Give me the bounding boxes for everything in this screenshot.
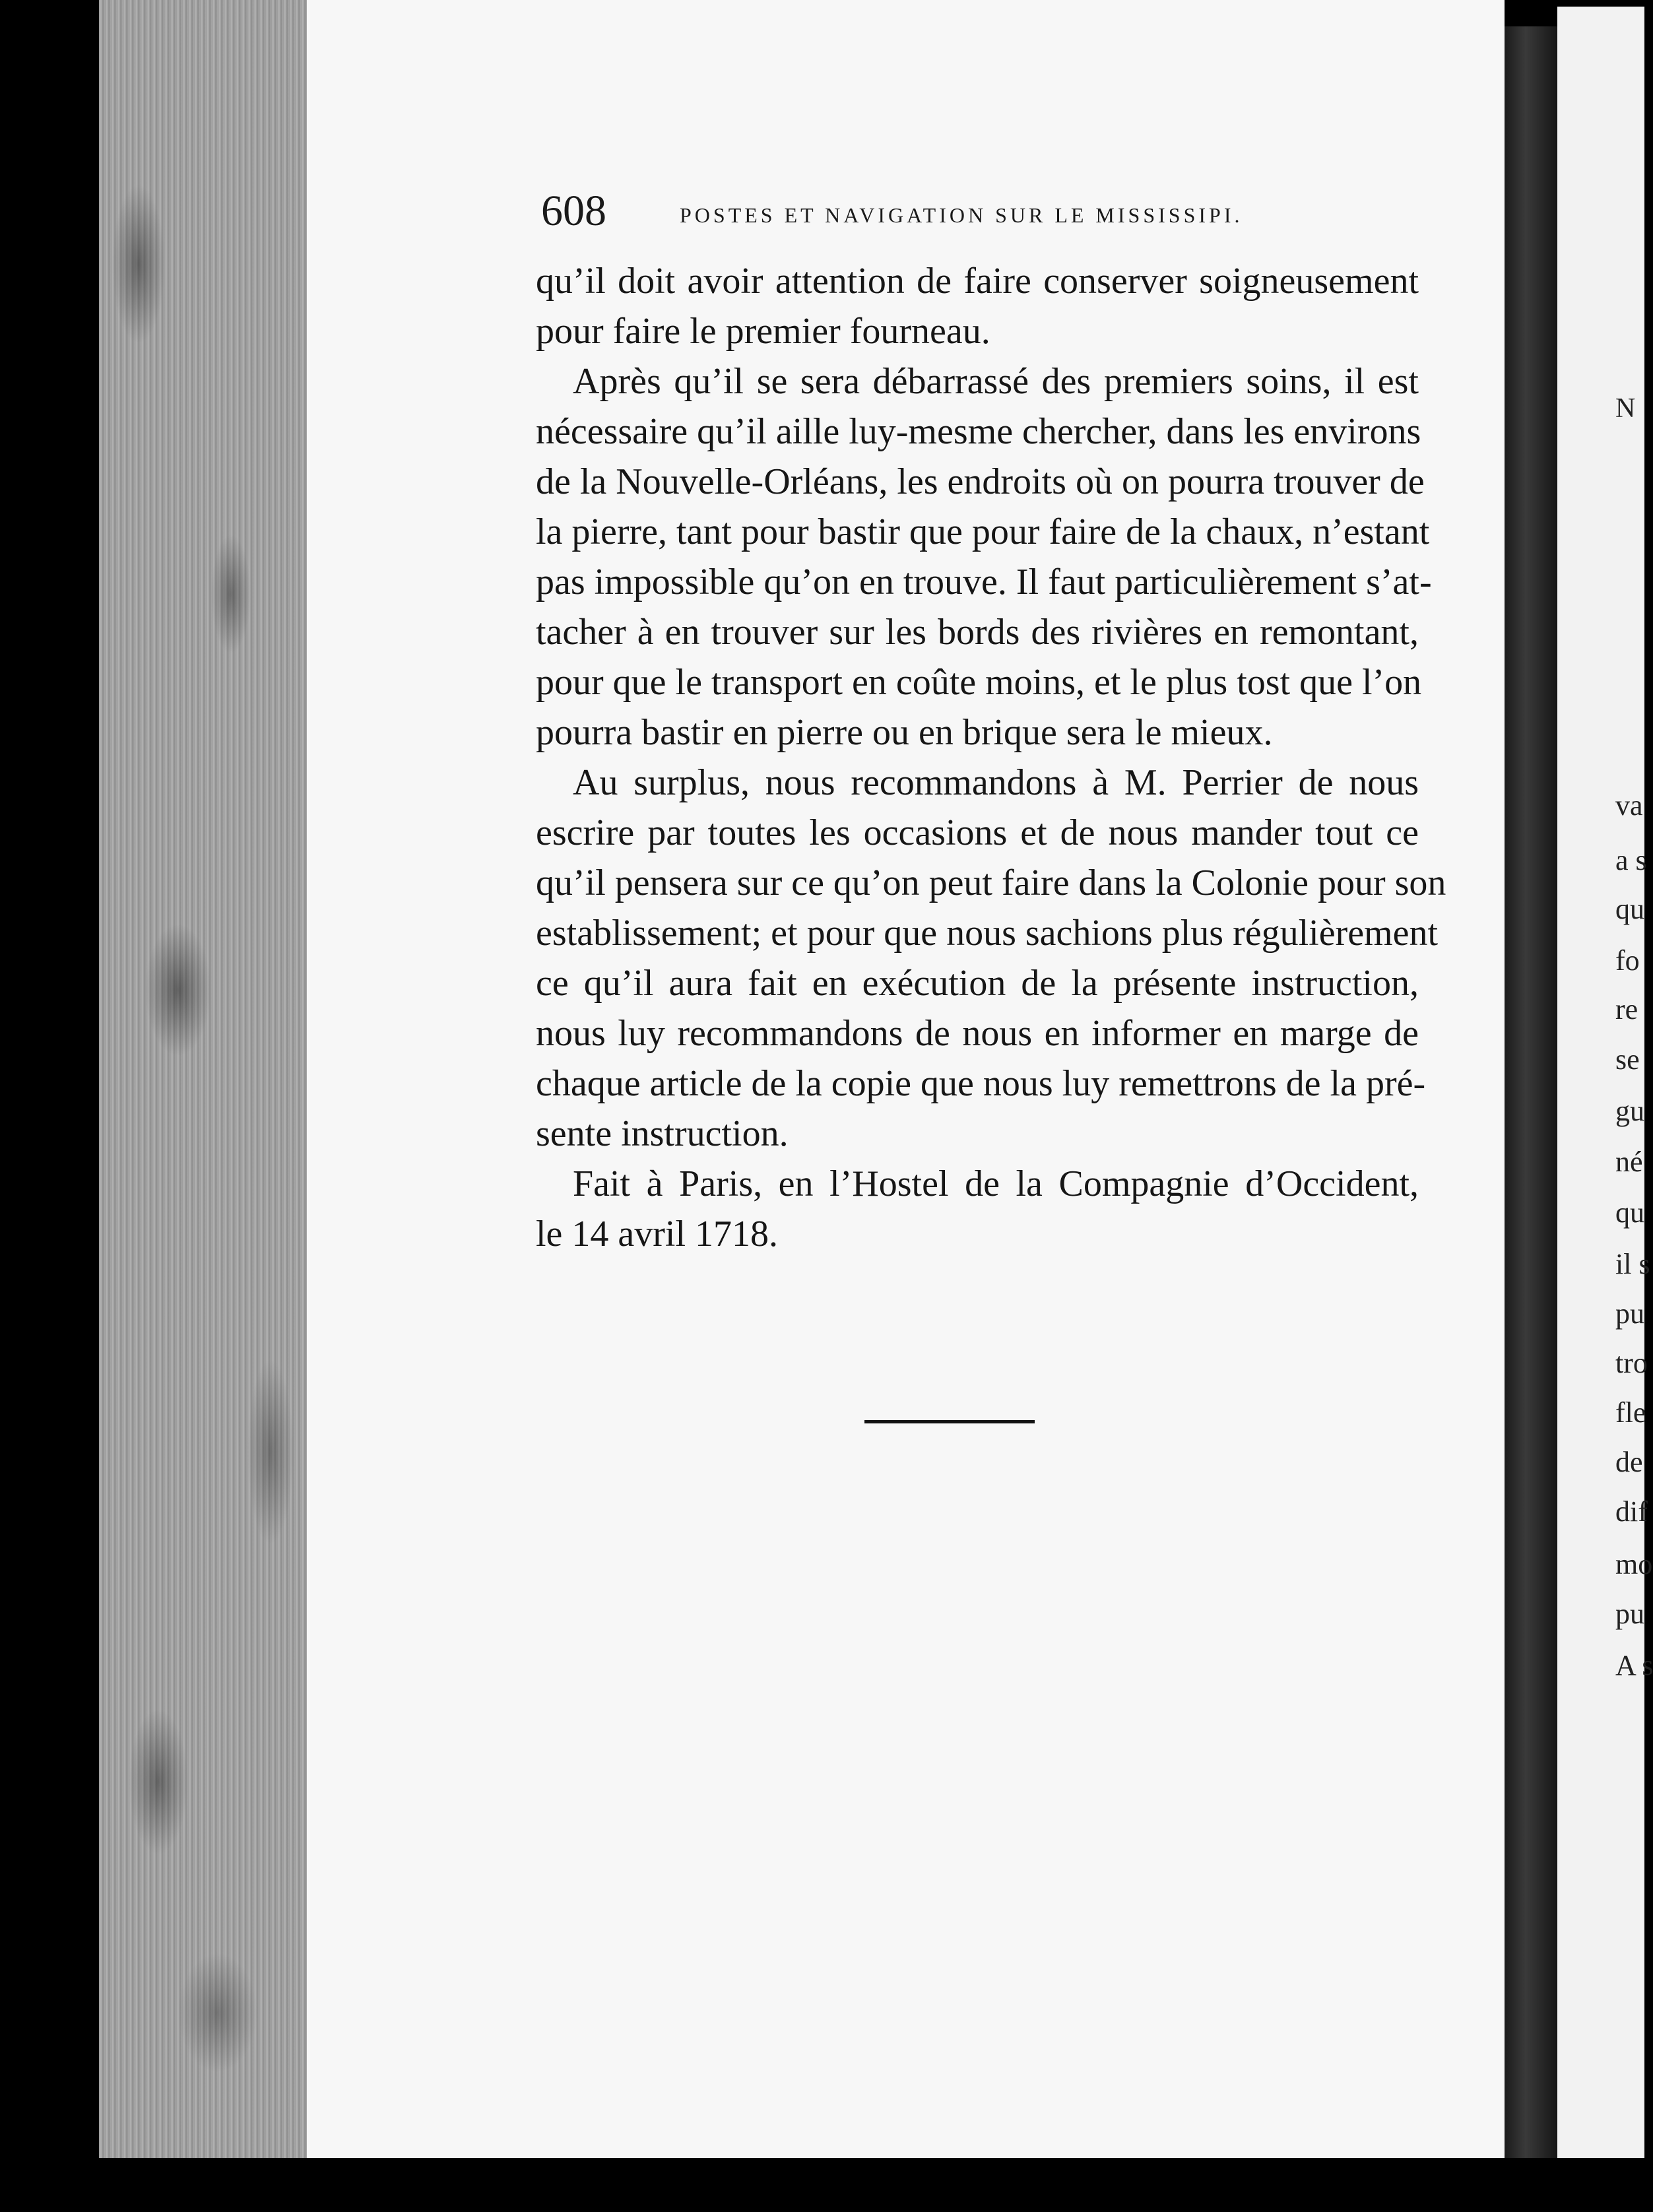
book-gutter xyxy=(1505,26,1557,2158)
page-header xyxy=(541,185,1320,238)
text-line: de la Nouvelle-Orléans, les endroits où on pourra trouver de xyxy=(536,461,1425,502)
page-edge-stains xyxy=(99,0,310,2158)
right-page-line-fragment: fle xyxy=(1615,1396,1646,1429)
text-line: escrire par toutes les occasions et de nous mander tout ce xyxy=(536,812,1419,853)
right-page-line-fragment: va xyxy=(1615,789,1643,822)
right-page-heading-fragment: N xyxy=(1615,393,1636,424)
paragraph-2 xyxy=(536,356,1432,758)
closing-rule-divider xyxy=(864,1420,1035,1423)
text-line: pourra bastir en pierre ou en brique sera le mieux. xyxy=(536,712,1273,753)
running-title: POSTES ET NAVIGATION SUR LE MISSISSIPI. xyxy=(680,203,1243,227)
right-book-page xyxy=(1557,7,1653,2164)
right-page-line-fragment: il s xyxy=(1615,1248,1650,1280)
text-line: Fait à Paris, en l’Hostel de la Compagnie d’Occident, xyxy=(573,1163,1419,1204)
right-page-line-fragment: dif xyxy=(1615,1495,1648,1528)
right-page-line-fragment: gu xyxy=(1615,1095,1644,1127)
text-line: qu’il pensera sur ce qu’on peut faire dans la Colonie pour son xyxy=(536,862,1446,903)
right-page-line-fragment: A s xyxy=(1615,1649,1653,1681)
text-line: Au surplus, nous recommandons à M. Perrier de nous xyxy=(573,762,1419,803)
right-page-line-fragment: re xyxy=(1615,993,1638,1025)
text-line: sente instruction. xyxy=(536,1113,789,1154)
right-page-line-fragment: qu xyxy=(1615,1196,1644,1229)
right-page-line-fragment: né xyxy=(1615,1146,1643,1178)
text-line: la pierre, tant pour bastir que pour faire de la chaux, n’estant xyxy=(536,511,1430,552)
text-line: tacher à en trouver sur les bords des rivières en remontant, xyxy=(536,612,1419,653)
body-text xyxy=(536,256,1446,1259)
text-line: nous luy recommandons de nous en informer en marge de xyxy=(536,1013,1419,1054)
right-page-line-fragment: fo xyxy=(1615,944,1640,977)
text-line: pour que le transport en coûte moins, et le plus tost que l’on xyxy=(536,662,1422,703)
text-line: chaque article de la copie que nous luy remettrons de la pré- xyxy=(536,1063,1426,1104)
text-line: establissement; et pour que nous sachions plus régulièrement xyxy=(536,913,1439,954)
paragraph-4-closing xyxy=(536,1159,1419,1259)
right-page-line-fragment: tro xyxy=(1615,1347,1648,1379)
right-page-line-fragment: pu xyxy=(1615,1598,1644,1630)
right-page-line-fragment: mo xyxy=(1615,1548,1653,1580)
right-page-line-fragment: a s xyxy=(1615,844,1647,876)
text-line: pour faire le premier fourneau. xyxy=(536,311,990,352)
right-page-line-fragment: se xyxy=(1615,1043,1640,1076)
text-line: qu’il doit avoir attention de faire conserver soigneusement xyxy=(536,261,1419,302)
text-line: ce qu’il aura fait en exécution de la présente instruction, xyxy=(536,963,1419,1004)
page-number: 608 xyxy=(541,187,606,235)
scan-bottom-border xyxy=(0,2158,1644,2212)
paragraph-3 xyxy=(536,758,1446,1159)
right-page-text-fragment xyxy=(1557,7,1653,2164)
right-page-line-fragment: de xyxy=(1615,1446,1643,1478)
text-line: Après qu’il se sera débarrassé des premiers soins, il est xyxy=(573,361,1419,402)
paragraph-1 xyxy=(536,256,1419,356)
right-page-line-fragment: qu xyxy=(1615,893,1644,925)
text-line: nécessaire qu’il aille luy-mesme chercher, dans les environs xyxy=(536,411,1421,452)
text-line: le 14 avril 1718. xyxy=(536,1214,779,1254)
text-line: pas impossible qu’on en trouve. Il faut particulièrement s’at- xyxy=(536,562,1432,602)
right-page-line-fragment: pu xyxy=(1615,1297,1644,1330)
